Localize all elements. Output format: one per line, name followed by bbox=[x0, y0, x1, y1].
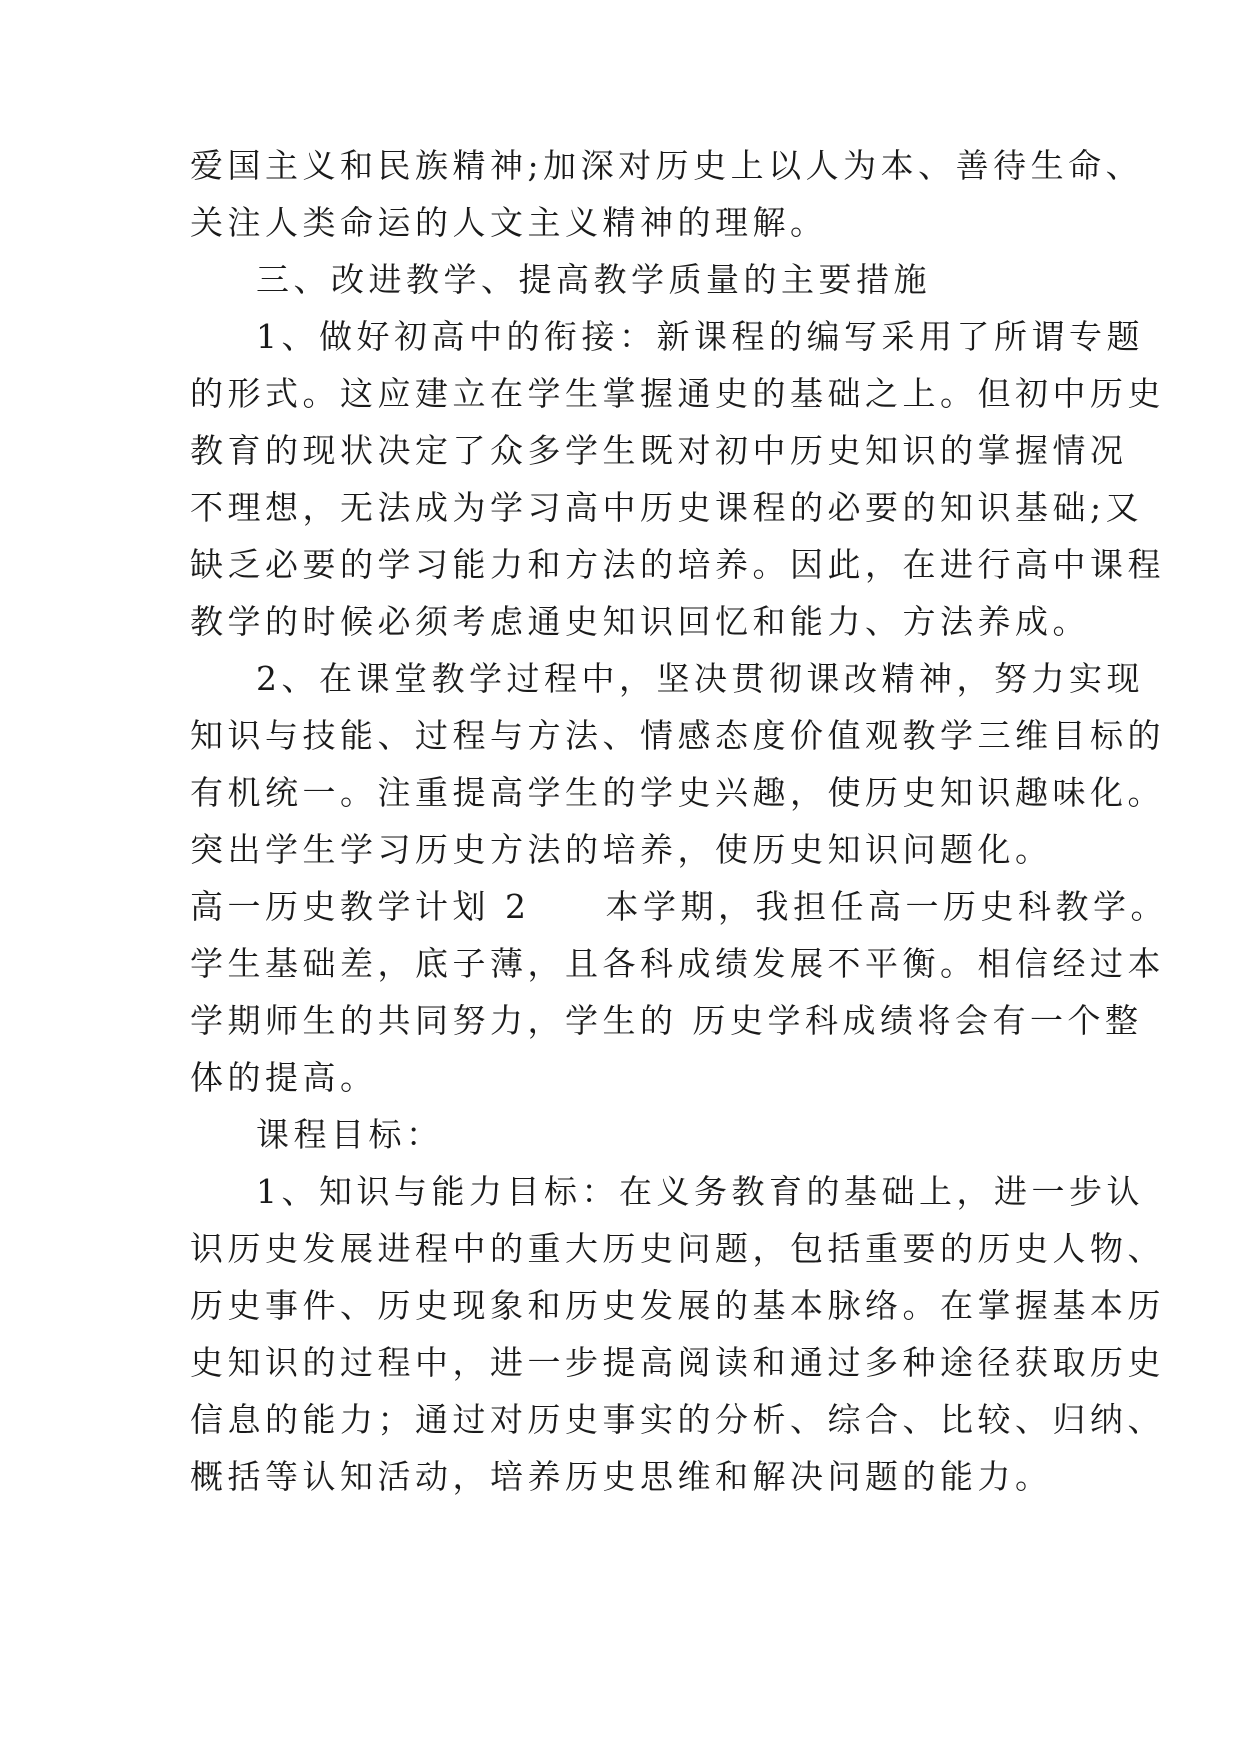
text-line: 概括等认知活动，培养历史思维和解决问题的能力。 bbox=[190, 1457, 1053, 1496]
text-line: 不理想，无法成为学习高中历史课程的必要的知识基础;又 bbox=[190, 488, 1144, 527]
text-line: 信息的能力；通过对历史事实的分析、综合、比较、归纳、 bbox=[190, 1400, 1165, 1439]
text-line: 2、在课堂教学过程中，坚决贯彻课改精神，努力实现 bbox=[256, 659, 1144, 698]
text-line: 的形式。这应建立在学生掌握通史的基础之上。但初中历史 bbox=[190, 374, 1165, 413]
text-line: 史知识的过程中，进一步提高阅读和通过多种途径获取历史 bbox=[190, 1343, 1165, 1382]
text-line: 历史事件、历史现象和历史发展的基本脉络。在掌握基本历 bbox=[190, 1286, 1165, 1325]
text-line: 有机统一。注重提高学生的学史兴趣，使历史知识趣味化。 bbox=[190, 773, 1165, 812]
text-line: 高一历史教学计划 2 本学期，我担任高一历史科教学。 bbox=[190, 887, 1168, 926]
text-line: 关注人类命运的人文主义精神的理解。 bbox=[190, 203, 828, 242]
text-line: 突出学生学习历史方法的培养，使历史知识问题化。 bbox=[190, 830, 1053, 869]
text-line: 识历史发展进程中的重大历史问题，包括重要的历史人物、 bbox=[190, 1229, 1165, 1268]
text-line: 教育的现状决定了众多学生既对初中历史知识的掌握情况 bbox=[190, 431, 1128, 470]
text-line: 爱国主义和民族精神;加深对历史上以人为本、善待生命、 bbox=[190, 146, 1144, 185]
text-line: 1、做好初高中的衔接：新课程的编写采用了所谓专题 bbox=[256, 317, 1144, 356]
text-line: 教学的时候必须考虑通史知识回忆和能力、方法养成。 bbox=[190, 602, 1090, 641]
section-heading: 三、改进教学、提高教学质量的主要措施 bbox=[256, 260, 931, 299]
text-line: 体的提高。 bbox=[190, 1058, 378, 1097]
text-line: 缺乏必要的学习能力和方法的培养。因此，在进行高中课程 bbox=[190, 545, 1165, 584]
text-line: 学期师生的共同努力，学生的 历史学科成绩将会有一个整 bbox=[190, 1001, 1143, 1040]
text-line: 知识与技能、过程与方法、情感态度价值观教学三维目标的 bbox=[190, 716, 1165, 755]
text-line: 1、知识与能力目标：在义务教育的基础上，进一步认 bbox=[256, 1172, 1144, 1211]
section-heading: 课程目标： bbox=[256, 1115, 444, 1154]
text-line: 学生基础差，底子薄，且各科成绩发展不平衡。相信经过本 bbox=[190, 944, 1165, 983]
